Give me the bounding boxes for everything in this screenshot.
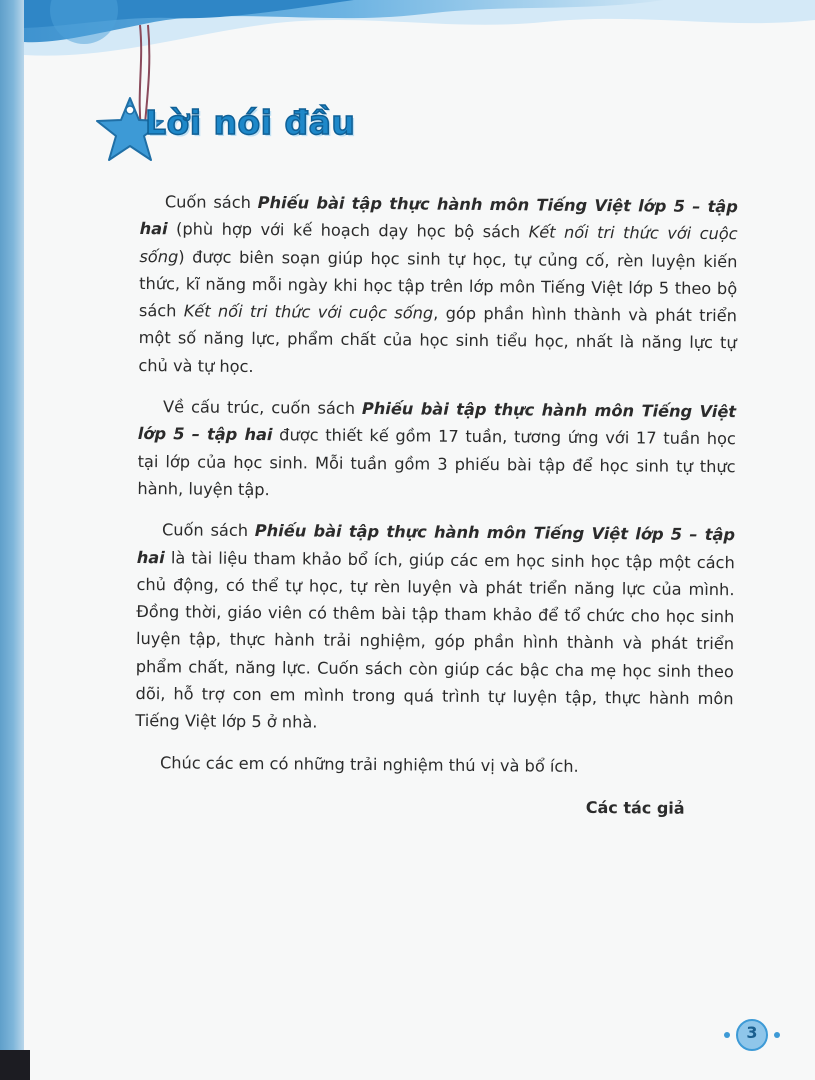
page-number: 3 — [746, 1023, 758, 1042]
paragraph-1-intro: Cuốn sách — [164, 192, 258, 213]
page-title: Lời nói đầu — [145, 103, 356, 142]
closing-wish: Chúc các em có những trải nghiệm thú vị và bổ ích. — [159, 752, 579, 776]
page-number-badge — [722, 1017, 782, 1053]
paragraph-1-part-3: ) được biên soạn giúp học sinh tự học, tự củng cố, rèn luyện kiến thức, kĩ năng mỗi ngày khi học tập trên lớp môn Tiếng Việt lớp 5 theo bộ sách — [138, 246, 738, 321]
paragraph-1-part-2: (phù hợp với kế hoạch dạy học bộ sách — [167, 219, 529, 242]
title-banner — [95, 90, 365, 170]
paragraph-1 — [138, 188, 738, 384]
paragraph-2-intro: Về cấu trúc, cuốn sách — [163, 397, 363, 419]
page-edge-strip — [0, 0, 24, 1080]
paragraph-3 — [135, 516, 735, 740]
book-title-1: Phiếu bài tập thực hành môn Tiếng Việt lớp 5 – tập hai — [139, 193, 738, 239]
authors-signature: Các tác giả — [585, 797, 685, 818]
paragraph-4 — [135, 749, 733, 782]
book-title-3: Phiếu bài tập thực hành môn Tiếng Việt lớp 5 – tập hai — [136, 521, 736, 567]
preface-body — [135, 188, 738, 822]
series-name-2: Kết nối tri thức với cuộc sống — [183, 301, 434, 323]
paragraph-2-rest: được thiết kế gồm 17 tuần, tương ứng với 17 tuần học tại lớp của học sinh. Mỗi tuần gồm 3 phiếu bài tập để học sinh tự thực hành, luyện tập. — [137, 425, 736, 500]
page-corner-shadow — [0, 1050, 30, 1080]
paragraph-3-intro: Cuốn sách — [161, 520, 255, 541]
paragraph-3-rest: là tài liệu tham khảo bổ ích, giúp các em học sinh học tập một cách chủ động, có thể tự học, tự rèn luyện và phát triển năng lực của mình. Đồng thời, giáo viên có thêm bài tập tham khảo để tổ chức cho học sinh luyện tập, thực hành trải nghiệm, góp phần hình thành và phát triển phẩm chất, năng lực. Cuốn sách còn giúp các bậc cha mẹ học sinh theo dõi, hỗ trợ con em mình trong quá trình tự luyện tập, thực hành môn Tiếng Việt lớp 5 ở nhà. — [135, 547, 735, 732]
series-name-1: Kết nối tri thức với cuộc sống — [139, 222, 738, 266]
paragraph-2 — [137, 393, 736, 507]
paragraph-1-part-4: , góp phần hình thành và phát triển một số năng lực, phẩm chất của học sinh tiểu học, nhất là năng lực tự chủ và tự học. — [138, 303, 737, 376]
book-title-2: Phiếu bài tập thực hành môn Tiếng Việt lớp 5 – tập hai — [137, 399, 737, 445]
